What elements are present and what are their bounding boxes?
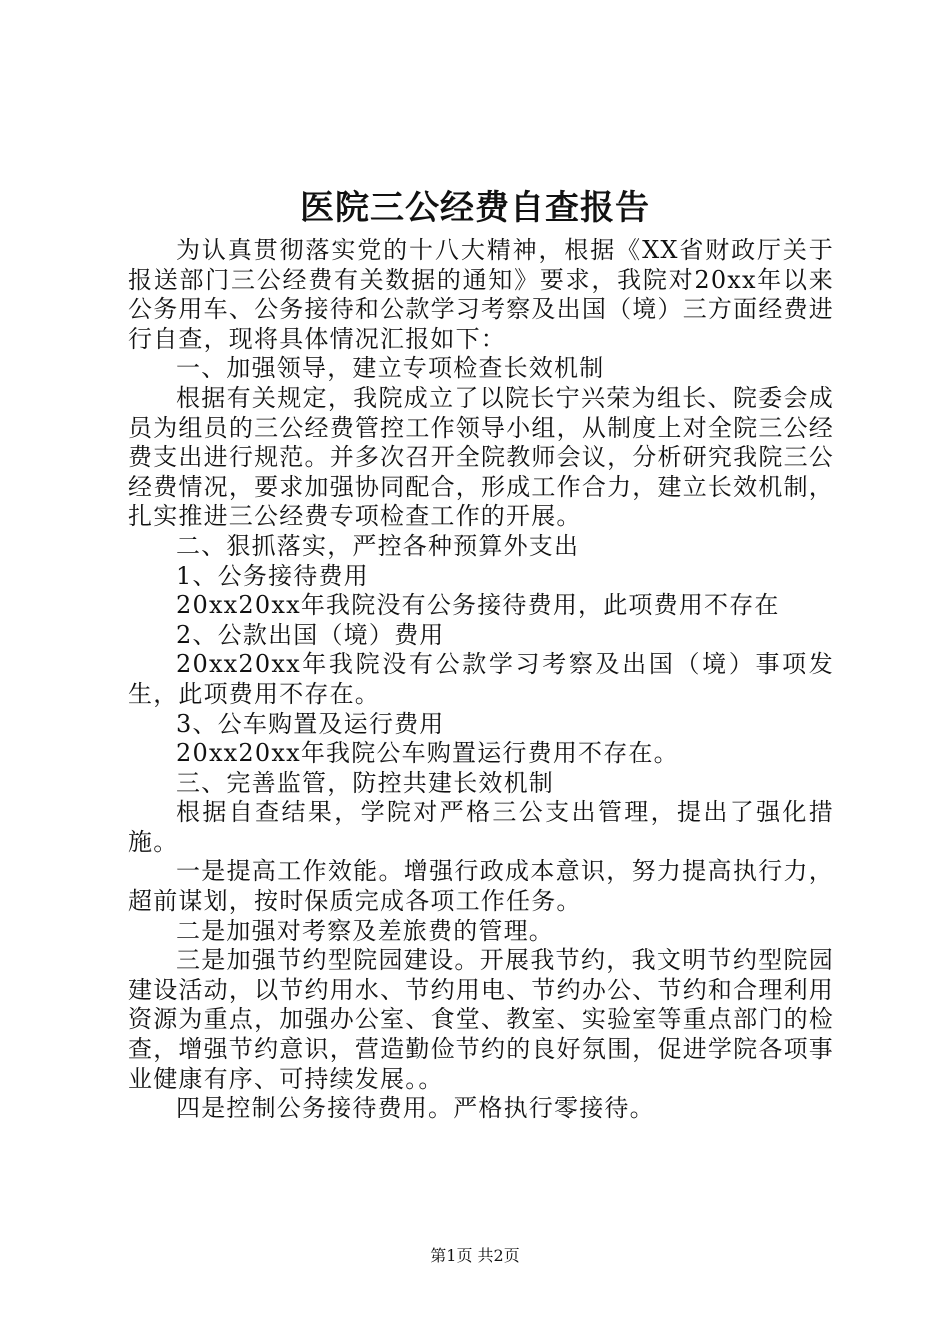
subheading-abroad: 2、公款出国（境）费用 xyxy=(176,620,445,649)
paragraph-reception: 20xx20xx年我院没有公务接待费用，此项费用不存在 xyxy=(176,591,780,620)
subheading-reception: 1、公务接待费用 xyxy=(176,561,369,590)
section-heading-1: 一、加强领导，建立专项检查长效机制 xyxy=(176,354,605,383)
document-body xyxy=(128,236,834,1124)
paragraph-measure-1: 一是提高工作效能。增强行政成本意识，努力提高执行力，超前谋划，按时保质完成各项工作任务。 xyxy=(128,857,834,916)
document-title: 医院三公经费自查报告 xyxy=(300,188,650,228)
subheading-vehicle: 3、公车购置及运行费用 xyxy=(176,709,445,738)
paragraph-measure-2: 二是加强对考察及差旅费的管理。 xyxy=(176,916,554,945)
paragraph-measure-3: 三是加强节约型院园建设。开展我节约，我文明节约型院园建设活动，以节约用水、节约用电、节约办公、节约和合理利用资源为重点，加强办公室、食堂、教室、实验室等重点部门的检查，增强节约意识，营造勤俭节约的良好氛围，促进学院各项事业健康有序、可持续发展。。 xyxy=(128,946,834,1093)
paragraph-measure-4: 四是控制公务接待费用。严格执行零接待。 xyxy=(176,1094,655,1123)
page-number: 第1页 共2页 xyxy=(430,1246,520,1265)
paragraph-intro: 为认真贯彻落实党的十八大精神，根据《XX省财政厅关于报送部门三公经费有关数据的通知》要求，我院对20xx年以来公务用车、公务接待和公款学习考察及出国（境）三方面经费进行自查，现将具体情况汇报如下： xyxy=(128,236,834,353)
paragraph-section-3: 根据自查结果，学院对严格三公支出管理，提出了强化措施。 xyxy=(128,798,834,856)
section-heading-3: 三、完善监管，防控共建长效机制 xyxy=(176,768,554,797)
section-heading-2: 二、狠抓落实，严控各种预算外支出 xyxy=(176,531,580,560)
paragraph-section-1: 根据有关规定，我院成立了以院长宁兴荣为组长、院委会成员为组员的三公经费管控工作领导小组，从制度上对全院三公经费支出进行规范。并多次召开全院教师会议，分析研究我院三公经费情况，要求加强协同配合，形成工作合力，建立长效机制，扎实推进三公经费专项检查工作的开展。 xyxy=(128,383,834,531)
paragraph-vehicle: 20xx20xx年我院公车购置运行费用不存在。 xyxy=(176,739,679,768)
paragraph-abroad: 20xx20xx年我院没有公款学习考察及出国（境）事项发生，此项费用不存在。 xyxy=(128,650,834,708)
